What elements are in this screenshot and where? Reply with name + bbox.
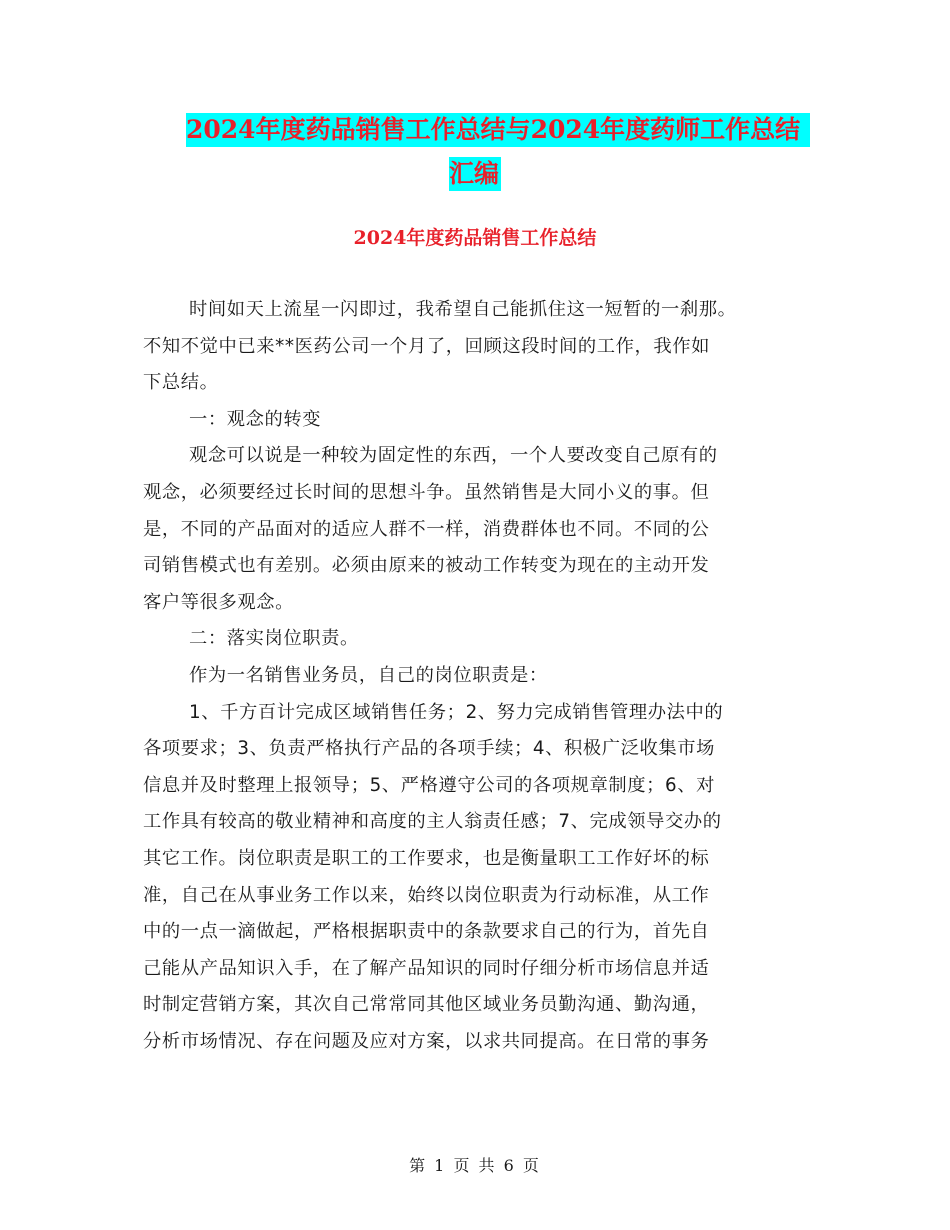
paragraph-line: 准，自己在从事业务工作以来，始终以岗位职责为行动标准，从工作 [143, 884, 710, 906]
paragraph-line: 信息并及时整理上报领导；5、严格遵守公司的各项规章制度；6、对 [143, 774, 716, 796]
paragraph-line: 中的一点一滴做起，严格根据职责中的条款要求自己的行为，首先自 [143, 921, 710, 943]
paragraph-line: 工作具有较高的敬业精神和高度的主人翁责任感；7、完成领导交办的 [143, 811, 722, 833]
paragraph-line: 司销售模式也有差别。必须由原来的被动工作转变为现在的主动开发 [143, 555, 710, 577]
paragraph-line: 客户等很多观念。 [143, 591, 295, 613]
paragraph-line: 下总结。 [143, 372, 219, 394]
paragraph-line: 是，不同的产品面对的适应人群不一样，消费群体也不同。不同的公 [143, 518, 710, 540]
paragraph-line: 各项要求；3、负责严格执行产品的各项手续；4、积极广泛收集市场 [143, 738, 716, 760]
paragraph-line: 不知不觉中已来**医药公司一个月了，回顾这段时间的工作，我作如 [143, 335, 711, 357]
paragraph-line: 时制定营销方案，其次自己常常同其他区域业务员勤沟通、勤沟通， [143, 994, 710, 1016]
body-text [143, 292, 813, 1060]
paragraph-line: 观念可以说是一种较为固定性的东西，一个人要改变自己原有的 [189, 445, 718, 467]
paragraph-line: 己能从产品知识入手，在了解产品知识的同时仔细分析市场信息并适 [143, 957, 710, 979]
paragraph-line: 分析市场情况、存在问题及应对方案，以求共同提高。在日常的事务 [143, 1030, 710, 1052]
page-footer: 第 1 页 共 6 页 [409, 1156, 541, 1175]
section-heading: 一：观念的转变 [189, 408, 322, 430]
document-title-line-1: 2024年度药品销售工作总结与2024年度药师工作总结 [186, 113, 810, 147]
paragraph-line: 时间如天上流星一闪即过，我希望自己能抓住这一短暂的一刹那。 [189, 299, 737, 320]
paragraph-line: 作为一名销售业务员，自己的岗位职责是： [189, 664, 548, 686]
paragraph-line: 其它工作。岗位职责是职工的工作要求，也是衡量职工工作好坏的标 [143, 847, 710, 869]
section-title: 2024年度药品销售工作总结 [353, 227, 597, 249]
paragraph-line: 1、千方百计完成区域销售任务；2、努力完成销售管理办法中的 [189, 701, 724, 723]
paragraph-line: 观念，必须要经过长时间的思想斗争。虽然销售是大同小义的事。但 [143, 481, 710, 503]
section-heading: 二：落实岗位职责。 [189, 628, 359, 650]
document-title-line-2: 汇编 [449, 157, 501, 191]
